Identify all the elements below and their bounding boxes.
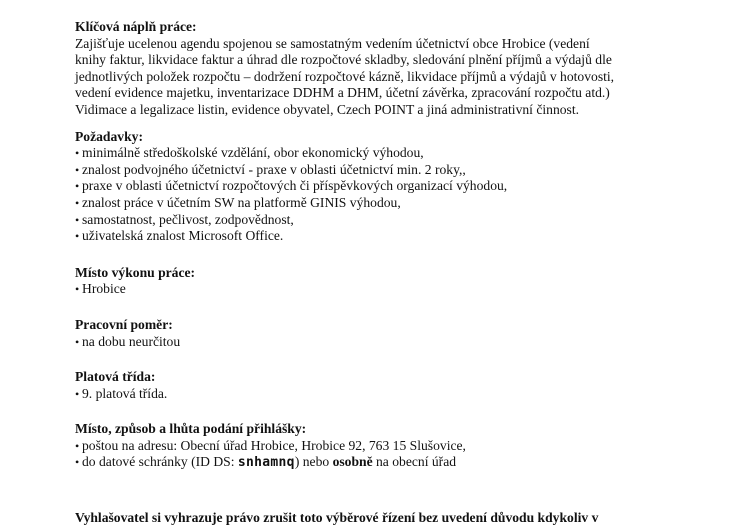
requirement-text: uživatelská znalost Microsoft Office. bbox=[82, 228, 284, 244]
bullet-icon: • bbox=[75, 282, 80, 297]
bullet-icon: • bbox=[75, 162, 80, 177]
requirement-text: praxe v oblasti účetnictví rozpočtových či příspěvkových organizací výhodou, bbox=[82, 178, 508, 194]
list-item bbox=[75, 228, 715, 245]
list-item bbox=[75, 212, 715, 229]
list-item bbox=[75, 162, 715, 179]
section-job-description bbox=[75, 19, 715, 119]
description-line-4: vedení evidence majetku, inventarizace DDHM a DHM, účetní závěrka, zpracování rozpočtu atd.) bbox=[75, 85, 610, 101]
bullet-icon: • bbox=[75, 146, 80, 161]
heading-workplace: Místo výkonu práce: bbox=[75, 264, 196, 280]
requirement-text: znalost práce v účetním SW na platformě GINIS výhodou, bbox=[82, 194, 401, 210]
requirements-list bbox=[75, 145, 715, 245]
application-databox-prefix: do datové schránky (ID DS: bbox=[82, 454, 238, 470]
heading-requirements: Požadavky: bbox=[75, 128, 143, 144]
section-application bbox=[75, 421, 715, 472]
list-item bbox=[75, 438, 715, 455]
bullet-icon: • bbox=[75, 229, 80, 244]
list-item bbox=[75, 281, 715, 298]
cutoff-reservation-line: Vyhlašovatel si vyhrazuje právo zrušit toto výběrové řízení bez uvedení důvodu kdykoliv v bbox=[75, 510, 599, 525]
heading-employment-type: Pracovní poměr: bbox=[75, 316, 173, 332]
list-item bbox=[75, 195, 715, 212]
document-page bbox=[75, 19, 715, 472]
list-item bbox=[75, 334, 715, 351]
requirement-text: minimálně středoškolské vzdělání, obor ekonomický výhodou, bbox=[82, 145, 424, 161]
bullet-icon: • bbox=[75, 179, 80, 194]
description-line-3: jednotlivých položek rozpočtu – dodržení rozpočtové kázně, likvidace příjmů a výdajů v hotovosti, bbox=[75, 68, 615, 84]
salary-class-text: 9. platová třída. bbox=[82, 385, 168, 401]
workplace-text: Hrobice bbox=[82, 281, 126, 297]
application-databox-mid: ) nebo bbox=[294, 454, 333, 470]
description-line-2: knihy faktur, likvidace faktur a úhrad dle rozpočtové skladby, sledování plnění příjmů a výdajů dle bbox=[75, 52, 612, 68]
list-item bbox=[75, 145, 715, 162]
heading-salary-class: Platová třída: bbox=[75, 369, 156, 385]
description-line-1: Zajišťuje ucelenou agendu spojenou se samostatným vedením účetnictví obce Hrobice (vedení bbox=[75, 35, 590, 51]
bullet-icon: • bbox=[75, 455, 80, 470]
bullet-icon: • bbox=[75, 334, 80, 349]
employment-type-text: na dobu neurčitou bbox=[82, 333, 181, 349]
heading-job-description: Klíčová náplň práce: bbox=[75, 19, 197, 34]
list-item bbox=[75, 386, 715, 403]
section-salary-class bbox=[75, 369, 715, 402]
databox-id: snhamnq bbox=[237, 455, 295, 471]
requirement-text: samostatnost, pečlivost, zodpovědnost, bbox=[82, 211, 294, 227]
bullet-icon: • bbox=[75, 212, 80, 227]
list-item bbox=[75, 454, 715, 472]
bullet-icon: • bbox=[75, 195, 80, 210]
heading-application: Místo, způsob a lhůta podání přihlášky: bbox=[75, 421, 307, 437]
application-databox-suffix: na obecní úřad bbox=[372, 454, 457, 470]
requirement-text: znalost podvojného účetnictví - praxe v oblasti účetnictví min. 2 roky,, bbox=[82, 161, 466, 177]
application-post-text: poštou na adresu: Obecní úřad Hrobice, Hrobice 92, 763 15 Slušovice, bbox=[82, 437, 466, 453]
description-line-5: Vidimace a legalizace listin, evidence obyvatel, Czech POINT a jiná administrativní činnost. bbox=[75, 101, 580, 117]
bullet-icon: • bbox=[75, 438, 80, 453]
section-requirements bbox=[75, 129, 715, 245]
list-item bbox=[75, 178, 715, 195]
application-in-person: osobně bbox=[332, 454, 373, 470]
section-workplace bbox=[75, 265, 715, 298]
bullet-icon: • bbox=[75, 386, 80, 401]
section-employment-type bbox=[75, 317, 715, 350]
